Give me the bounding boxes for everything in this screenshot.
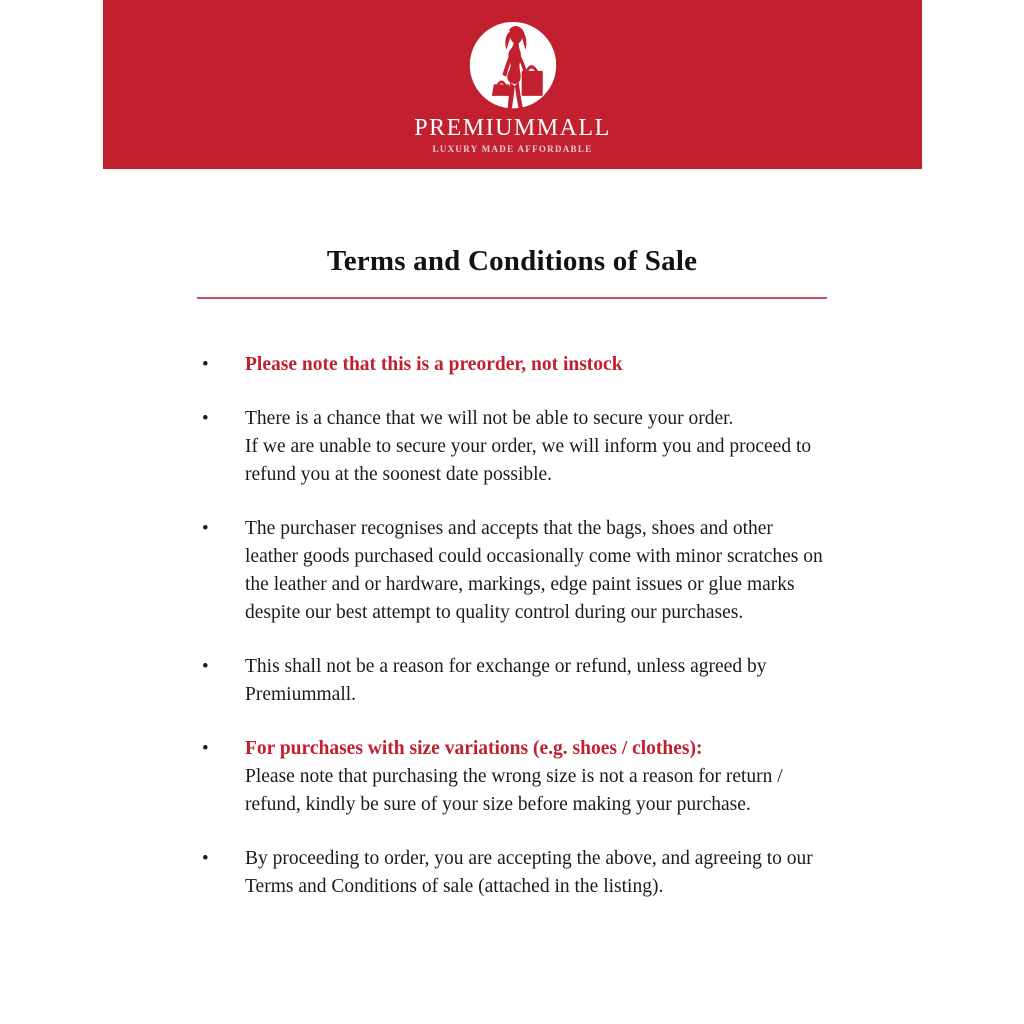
page-title: Terms and Conditions of Sale xyxy=(326,245,698,277)
term-item xyxy=(200,405,840,489)
term-item xyxy=(200,735,840,819)
bullet-marker: • xyxy=(202,354,209,375)
term-text xyxy=(245,845,840,901)
term-line: Premiummall. xyxy=(245,684,357,705)
woman-with-bags-logo-icon xyxy=(465,21,561,117)
term-line: The purchaser recognises and accepts that the bags, shoes and other xyxy=(245,518,773,539)
term-item xyxy=(200,845,840,901)
term-emphasis-line: Please note that this is a preorder, not instock xyxy=(245,354,623,375)
terms-list xyxy=(200,351,840,901)
bullet-marker: • xyxy=(202,518,209,539)
term-line: There is a chance that we will not be able to secure your order. xyxy=(245,408,734,429)
term-text xyxy=(245,515,840,627)
term-text xyxy=(245,405,840,489)
document-body xyxy=(0,169,1024,927)
brand-name: PREMIUMMALL xyxy=(414,115,611,141)
bullet-marker: • xyxy=(202,656,209,677)
bullet-marker: • xyxy=(202,408,209,429)
term-line: Terms and Conditions of sale (attached in the listing). xyxy=(245,876,664,897)
term-line: despite our best attempt to quality control during our purchases. xyxy=(245,602,744,623)
term-text xyxy=(245,735,840,819)
term-line: refund you at the soonest date possible. xyxy=(245,464,553,485)
term-text xyxy=(245,653,840,709)
term-text xyxy=(245,351,840,379)
brand-tagline: LUXURY MADE AFFORDABLE xyxy=(432,144,593,155)
term-line: the leather and or hardware, markings, edge paint issues or glue marks xyxy=(245,574,795,595)
bullet-marker: • xyxy=(202,848,209,869)
term-item xyxy=(200,515,840,627)
term-line: If we are unable to secure your order, we will inform you and proceed to xyxy=(245,436,812,457)
term-line: refund, kindly be sure of your size before making your purchase. xyxy=(245,794,751,815)
term-line: By proceeding to order, you are accepting the above, and agreeing to our xyxy=(245,848,813,869)
title-divider xyxy=(197,297,827,299)
term-emphasis-line: For purchases with size variations (e.g. shoes / clothes): xyxy=(245,738,703,759)
header-banner xyxy=(103,0,922,169)
term-item xyxy=(200,653,840,709)
term-item xyxy=(200,351,840,379)
term-line: Please note that purchasing the wrong size is not a reason for return / xyxy=(245,766,783,787)
term-line: This shall not be a reason for exchange or refund, unless agreed by xyxy=(245,656,767,677)
term-line: leather goods purchased could occasionally come with minor scratches on xyxy=(245,546,823,567)
bullet-marker: • xyxy=(202,738,209,759)
